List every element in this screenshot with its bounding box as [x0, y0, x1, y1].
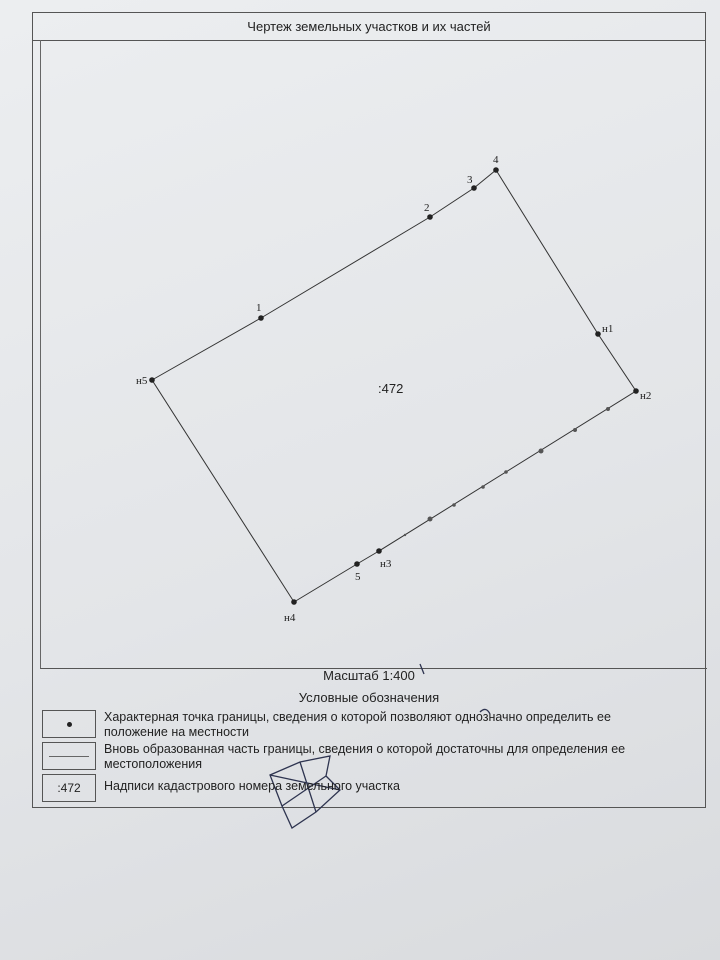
point-label: 4 — [493, 154, 499, 166]
drawing-title: Чертеж земельных участков и их частей — [33, 14, 705, 41]
legend-item-cadastral — [42, 774, 662, 804]
point-1 — [258, 315, 264, 321]
cadastral-label: :472 — [378, 381, 404, 396]
legend-symbol — [42, 710, 96, 738]
point-label: н3 — [380, 558, 392, 570]
point-symbol-icon — [67, 722, 72, 727]
point-3 — [471, 185, 477, 191]
point-n4 — [291, 599, 297, 605]
point-n1 — [595, 331, 601, 337]
point-2 — [427, 214, 433, 220]
boundary-tick — [452, 503, 456, 507]
point-label: 2 — [424, 202, 430, 214]
legend-symbol — [42, 742, 96, 770]
legend-item-line — [42, 742, 662, 772]
legend-title: Условные обозначения — [298, 690, 440, 705]
point-label: 1 — [256, 302, 262, 314]
boundary-tick — [481, 485, 485, 489]
legend-text: Характерная точка границы, сведения о которой позволяют однозначно определить ее положение на местности — [104, 710, 611, 739]
point-label: н4 — [284, 612, 296, 624]
boundary-tick — [606, 407, 610, 411]
point-label: 3 — [467, 174, 473, 186]
point-n5 — [149, 377, 155, 383]
point-label: 5 — [355, 571, 361, 583]
legend-text: Надписи кадастрового номера земельного участка — [104, 779, 400, 793]
legend-text: Вновь образованная часть границы, сведения о которой достаточны для определения ее местоположения — [104, 742, 626, 771]
boundary-tick — [573, 428, 577, 432]
line-symbol-icon — [49, 756, 89, 757]
point-4 — [493, 167, 499, 173]
point-label: н2 — [640, 390, 652, 402]
point-label: н5 — [136, 375, 148, 387]
point-5 — [354, 561, 360, 567]
boundary-tick — [428, 517, 433, 522]
scale-label: Масштаб 1:400 — [323, 668, 415, 683]
boundary-tick — [504, 470, 508, 474]
boundary-tick — [539, 449, 544, 454]
point-label: н1 — [602, 323, 614, 335]
legend-item-point — [42, 710, 662, 740]
point-n3 — [376, 548, 382, 554]
legend-symbol: :472 — [42, 774, 96, 802]
point-n2 — [633, 388, 639, 394]
boundary-tick — [404, 534, 406, 536]
